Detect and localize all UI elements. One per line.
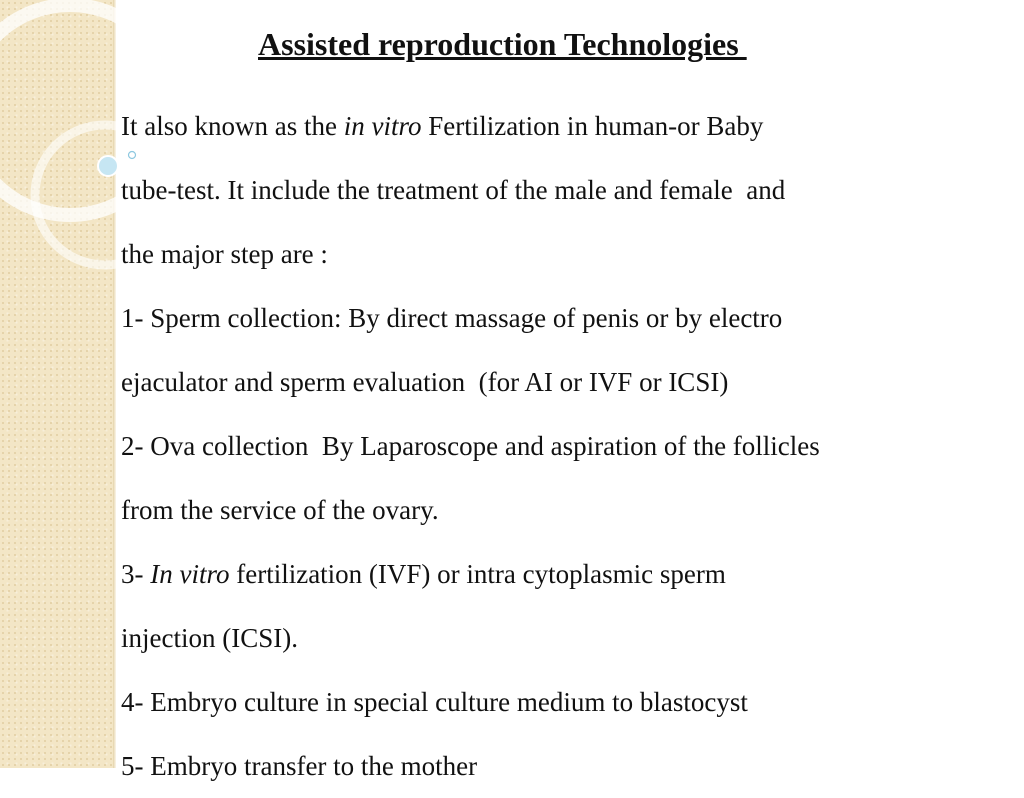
- step-line: 1- Sperm collection: By direct massage of penis or by electro: [121, 302, 783, 333]
- slide-title: Assisted reproduction Technologies: [258, 26, 747, 62]
- slide-body: [121, 94, 1016, 798]
- step-line: 3- In vitro fertilization (IVF) or intra cytoplasmic sperm: [121, 558, 726, 589]
- step-line: from the service of the ovary.: [121, 494, 439, 525]
- step-line: 2- Ova collection By Laparoscope and aspiration of the follicles: [121, 430, 820, 461]
- body-line: It also known as the in vitro Fertilization in human-or Baby: [121, 110, 764, 141]
- step-line: 5- Embryo transfer to the mother: [121, 750, 478, 781]
- step-line: ejaculator and sperm evaluation (for AI or IVF or ICSI): [121, 366, 729, 397]
- decorative-side-strip: [0, 0, 113, 768]
- step-line: injection (ICSI).: [121, 622, 298, 653]
- body-line: the major step are :: [121, 238, 328, 269]
- step-line: 4- Embryo culture in special culture medium to blastocyst: [121, 686, 748, 717]
- strip-edge: [113, 0, 116, 768]
- body-line: tube-test. It include the treatment of the male and female and: [121, 174, 786, 205]
